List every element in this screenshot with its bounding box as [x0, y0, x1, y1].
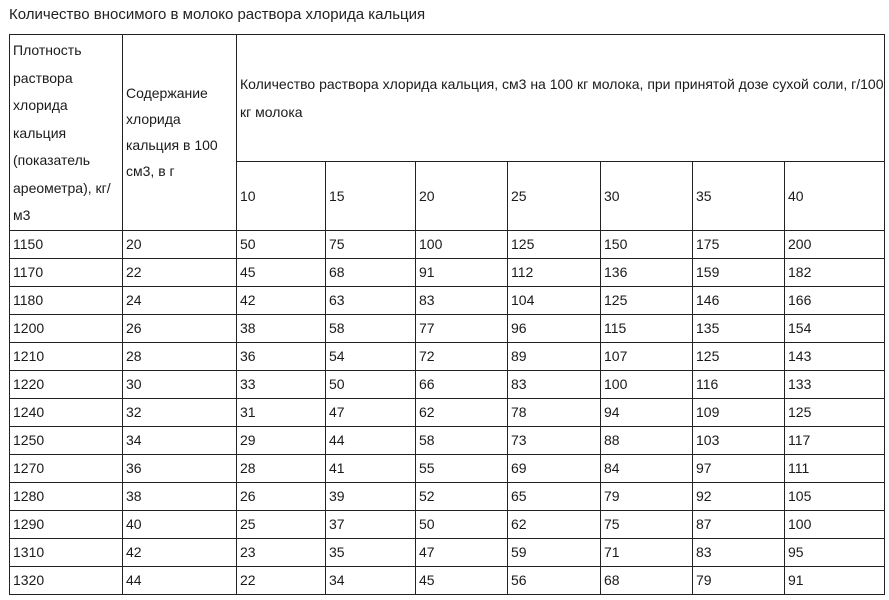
amount-cell: 92: [693, 482, 785, 510]
amount-cell: 175: [693, 230, 785, 258]
amount-cell: 68: [601, 566, 693, 594]
content-cell: 40: [123, 510, 237, 538]
amount-cell: 45: [237, 258, 326, 286]
amount-cell: 50: [237, 230, 326, 258]
header-dose: 20: [416, 162, 508, 230]
header-amount: Количество раствора хлорида кальция, см3 на 100 кг молока, при принятой дозе сухой соли, г/100 кг молока: [237, 35, 885, 162]
amount-cell: 84: [601, 454, 693, 482]
amount-cell: 58: [326, 314, 416, 342]
amount-cell: 50: [326, 370, 416, 398]
table-row: [10, 314, 885, 342]
amount-cell: 55: [416, 454, 508, 482]
amount-cell: 182: [785, 258, 885, 286]
density-cell: 1240: [10, 398, 123, 426]
table-row: [10, 538, 885, 566]
density-cell: 1320: [10, 566, 123, 594]
content-cell: 24: [123, 286, 237, 314]
amount-cell: 83: [416, 286, 508, 314]
content-cell: 34: [123, 426, 237, 454]
header-dose: 35: [693, 162, 785, 230]
table-caption: Количество вносимого в молоко раствора хлорида кальция: [9, 6, 426, 23]
amount-cell: 143: [785, 342, 885, 370]
amount-cell: 125: [601, 286, 693, 314]
amount-cell: 29: [237, 426, 326, 454]
amount-cell: 88: [601, 426, 693, 454]
table-row: [10, 370, 885, 398]
content-cell: 44: [123, 566, 237, 594]
amount-cell: 41: [326, 454, 416, 482]
amount-cell: 68: [326, 258, 416, 286]
header-dose: 10: [237, 162, 326, 230]
amount-cell: 63: [326, 286, 416, 314]
amount-cell: 112: [508, 258, 601, 286]
amount-cell: 54: [326, 342, 416, 370]
table-row: [10, 342, 885, 370]
amount-cell: 91: [416, 258, 508, 286]
amount-cell: 78: [508, 398, 601, 426]
amount-cell: 28: [237, 454, 326, 482]
amount-cell: 36: [237, 342, 326, 370]
content-cell: 32: [123, 398, 237, 426]
density-cell: 1210: [10, 342, 123, 370]
amount-cell: 200: [785, 230, 885, 258]
table-row: [10, 426, 885, 454]
amount-cell: 125: [693, 342, 785, 370]
amount-cell: 133: [785, 370, 885, 398]
amount-cell: 26: [237, 482, 326, 510]
amount-cell: 116: [693, 370, 785, 398]
amount-cell: 50: [416, 510, 508, 538]
density-cell: 1310: [10, 538, 123, 566]
amount-cell: 58: [416, 426, 508, 454]
density-cell: 1180: [10, 286, 123, 314]
amount-cell: 23: [237, 538, 326, 566]
header-density: Плотность раствора хлорида кальция (показатель ареометра), кг/м3: [10, 35, 123, 231]
amount-cell: 83: [693, 538, 785, 566]
amount-cell: 66: [416, 370, 508, 398]
amount-cell: 37: [326, 510, 416, 538]
density-cell: 1280: [10, 482, 123, 510]
amount-cell: 105: [785, 482, 885, 510]
content-cell: 30: [123, 370, 237, 398]
amount-cell: 56: [508, 566, 601, 594]
amount-cell: 79: [601, 482, 693, 510]
density-cell: 1220: [10, 370, 123, 398]
amount-cell: 38: [237, 314, 326, 342]
amount-cell: 73: [508, 426, 601, 454]
content-cell: 36: [123, 454, 237, 482]
amount-cell: 69: [508, 454, 601, 482]
amount-cell: 59: [508, 538, 601, 566]
amount-cell: 52: [416, 482, 508, 510]
amount-cell: 87: [693, 510, 785, 538]
content-cell: 26: [123, 314, 237, 342]
amount-cell: 166: [785, 286, 885, 314]
amount-cell: 33: [237, 370, 326, 398]
amount-cell: 77: [416, 314, 508, 342]
amount-cell: 115: [601, 314, 693, 342]
density-cell: 1250: [10, 426, 123, 454]
amount-cell: 150: [601, 230, 693, 258]
header-dose: 15: [326, 162, 416, 230]
amount-cell: 72: [416, 342, 508, 370]
table-row: [10, 566, 885, 594]
table-row: [10, 286, 885, 314]
amount-cell: 125: [508, 230, 601, 258]
amount-cell: 104: [508, 286, 601, 314]
amount-cell: 125: [785, 398, 885, 426]
amount-cell: 95: [785, 538, 885, 566]
amount-cell: 75: [326, 230, 416, 258]
amount-cell: 45: [416, 566, 508, 594]
density-cell: 1270: [10, 454, 123, 482]
table-row: [10, 230, 885, 258]
header-content: Содержание хлорида кальция в 100 см3, в г: [123, 35, 237, 231]
amount-cell: 135: [693, 314, 785, 342]
density-cell: 1170: [10, 258, 123, 286]
content-cell: 22: [123, 258, 237, 286]
amount-cell: 97: [693, 454, 785, 482]
density-cell: 1200: [10, 314, 123, 342]
header-dose: 30: [601, 162, 693, 230]
amount-cell: 79: [693, 566, 785, 594]
amount-cell: 22: [237, 566, 326, 594]
table-row: [10, 258, 885, 286]
amount-cell: 71: [601, 538, 693, 566]
table-row: [10, 482, 885, 510]
amount-cell: 89: [508, 342, 601, 370]
amount-cell: 103: [693, 426, 785, 454]
amount-cell: 47: [326, 398, 416, 426]
density-cell: 1290: [10, 510, 123, 538]
amount-cell: 96: [508, 314, 601, 342]
amount-cell: 39: [326, 482, 416, 510]
amount-cell: 94: [601, 398, 693, 426]
header-dose: 40: [785, 162, 885, 230]
amount-cell: 42: [237, 286, 326, 314]
amount-cell: 100: [785, 510, 885, 538]
content-cell: 28: [123, 342, 237, 370]
amount-cell: 117: [785, 426, 885, 454]
amount-cell: 159: [693, 258, 785, 286]
content-cell: 38: [123, 482, 237, 510]
amount-cell: 83: [508, 370, 601, 398]
amount-cell: 44: [326, 426, 416, 454]
table-row: [10, 398, 885, 426]
amount-cell: 154: [785, 314, 885, 342]
amount-cell: 31: [237, 398, 326, 426]
amount-cell: 62: [508, 510, 601, 538]
content-cell: 20: [123, 230, 237, 258]
amount-cell: 47: [416, 538, 508, 566]
amount-cell: 136: [601, 258, 693, 286]
amount-cell: 35: [326, 538, 416, 566]
amount-cell: 100: [416, 230, 508, 258]
amount-cell: 91: [785, 566, 885, 594]
table-row: [10, 454, 885, 482]
amount-cell: 75: [601, 510, 693, 538]
amount-cell: 146: [693, 286, 785, 314]
amount-cell: 34: [326, 566, 416, 594]
amount-cell: 109: [693, 398, 785, 426]
amount-cell: 62: [416, 398, 508, 426]
table-row: [10, 510, 885, 538]
header-dose: 25: [508, 162, 601, 230]
calcium-chloride-table: [9, 34, 885, 595]
density-cell: 1150: [10, 230, 123, 258]
amount-cell: 111: [785, 454, 885, 482]
amount-cell: 107: [601, 342, 693, 370]
amount-cell: 25: [237, 510, 326, 538]
amount-cell: 65: [508, 482, 601, 510]
content-cell: 42: [123, 538, 237, 566]
amount-cell: 100: [601, 370, 693, 398]
